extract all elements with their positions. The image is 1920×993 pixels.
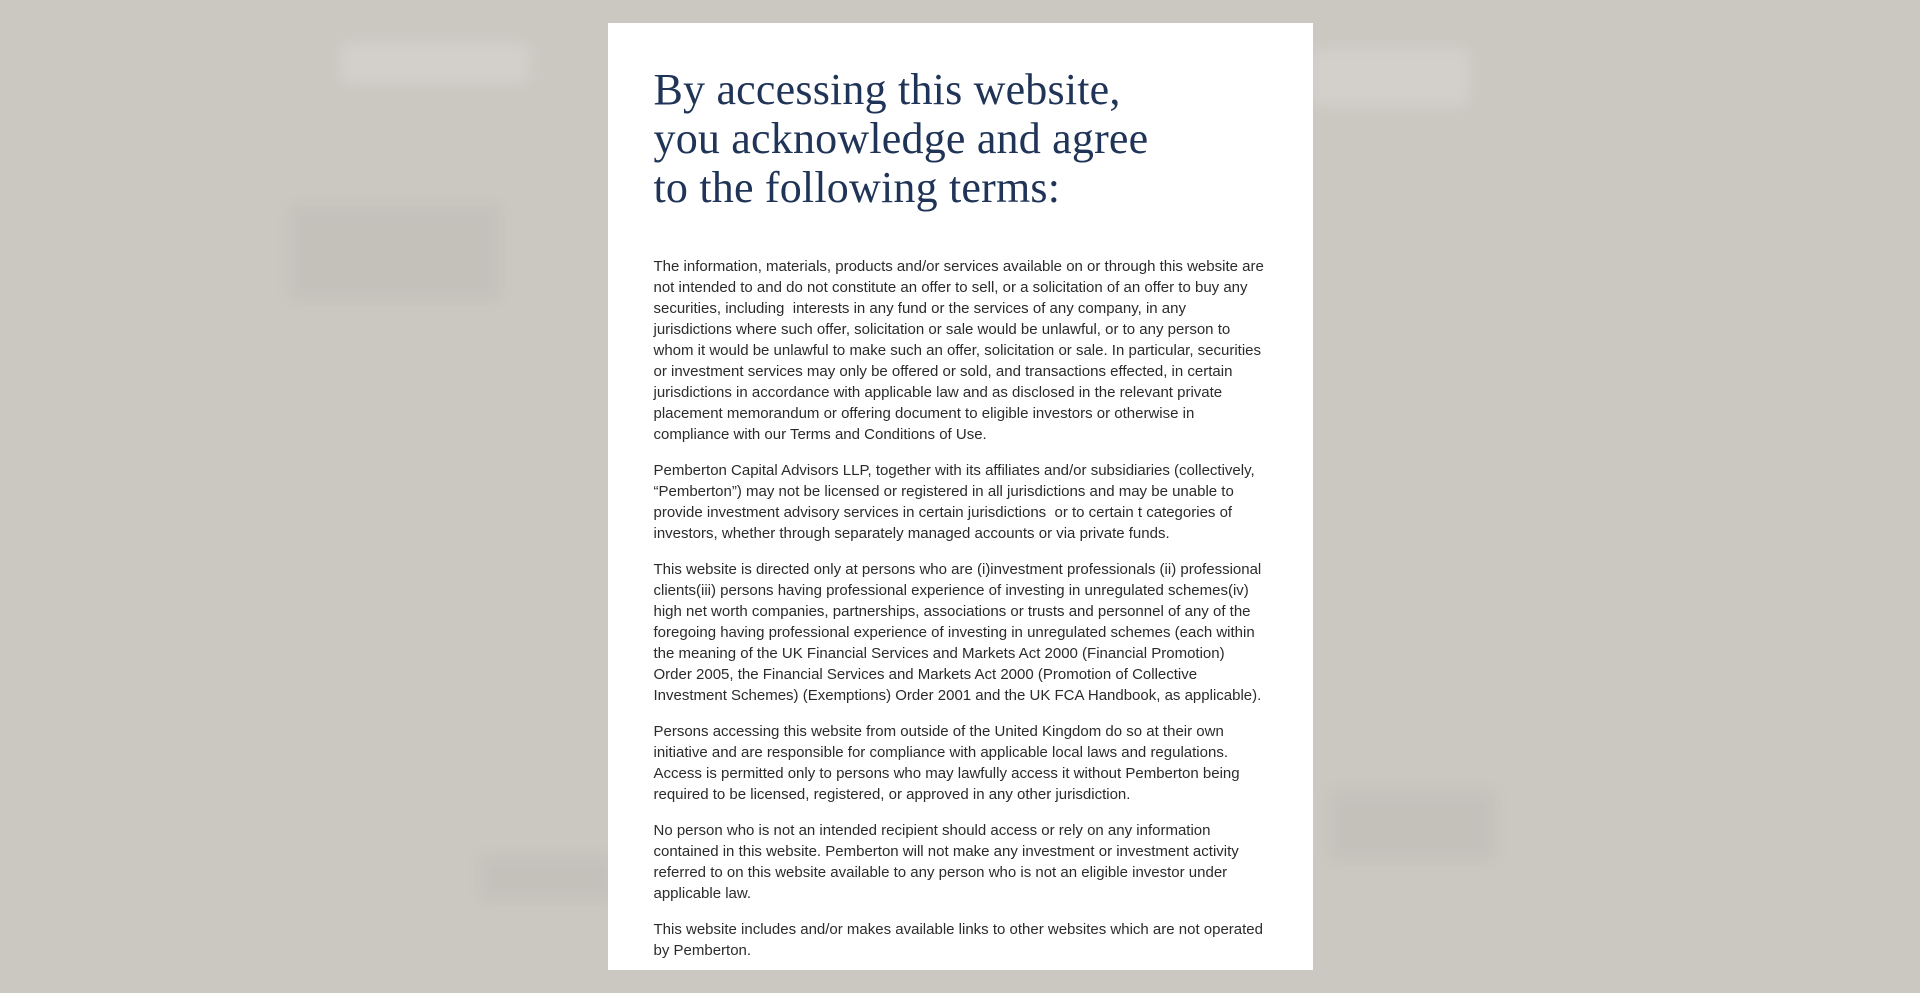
terms-paragraph-directed-persons: This website is directed only at persons who are (i)investment professionals (ii) professional clients(iii) persons having professional experience of investing in unregulated schemes(iv) high net worth companies, partnerships, associations or trusts and personnel of any of the foregoing having professional experience of investing in unregulated schemes (each within the meaning of the UK Financial Services and Markets Act 2000 (Financial Promotion) Order 2005, the Financial Services and Markets Act 2000 (Promotion of Collective Investment Schemes) (Exemptions) Order 2001 and the UK FCA Handbook, as applicable). (653, 561, 1262, 704)
terms-paragraph-offer-disclaimer: The information, materials, products and/or services available on or through this website are not intended to and do not constitute an offer to sell, or a solicitation of an offer to buy any securities, including interests in any fund or the services of any company, in any jurisdictions where such offer, solicitation or sale would be unlawful, or to any person to whom it would be unlawful to make such an offer, solicitation or sale. In particular, securities or investment services may only be offered or sold, and transactions effected, in certain jurisdictions in accordance with applicable law and as disclosed in the relevant private placement memorandum or offering document to eligible investors or otherwise in compliance with our Terms and Conditions of Use. (653, 258, 1264, 443)
terms-heading-line: you acknowledge and agree (653, 114, 1149, 163)
terms-paragraph-links-clipped: This website includes and/or makes available links to other websites which are not operated by Pemberton. (653, 921, 1263, 959)
backdrop-ghost-content (340, 42, 530, 84)
backdrop-ghost-content (480, 855, 615, 900)
terms-heading (654, 65, 1267, 212)
backdrop-ghost-content (1310, 48, 1470, 106)
terms-paragraph-intended-recipient: No person who is not an intended recipient should access or rely on any information contained in this website. Pemberton will not make any investment or investment activity referred to on this website available to any person who is not an eligible investor under applicable law. (653, 822, 1239, 902)
terms-paragraph-outside-uk: Persons accessing this website from outside of the United Kingdom do so at their own initiative and are responsible for compliance with applicable local laws and regulations. Access is permitted only to persons who may lawfully access it without Pemberton being required to be licensed, registered, or approved in any other jurisdiction. (653, 723, 1240, 803)
terms-dialog[interactable] (608, 23, 1313, 970)
backdrop-ghost-content (290, 205, 500, 300)
terms-heading-line: By accessing this website, (653, 65, 1121, 114)
terms-heading-line: to the following terms: (653, 163, 1061, 212)
backdrop-ghost-content (1330, 790, 1495, 860)
terms-paragraph-licensing: Pemberton Capital Advisors LLP, together with its affiliates and/or subsidiaries (collectively, “Pemberton”) may not be licensed or registered in all jurisdictions and may be unable to provide investment advisory services in certain jurisdictions or to certain t categories of investors, whether through separately managed accounts or via private funds. (653, 462, 1255, 542)
